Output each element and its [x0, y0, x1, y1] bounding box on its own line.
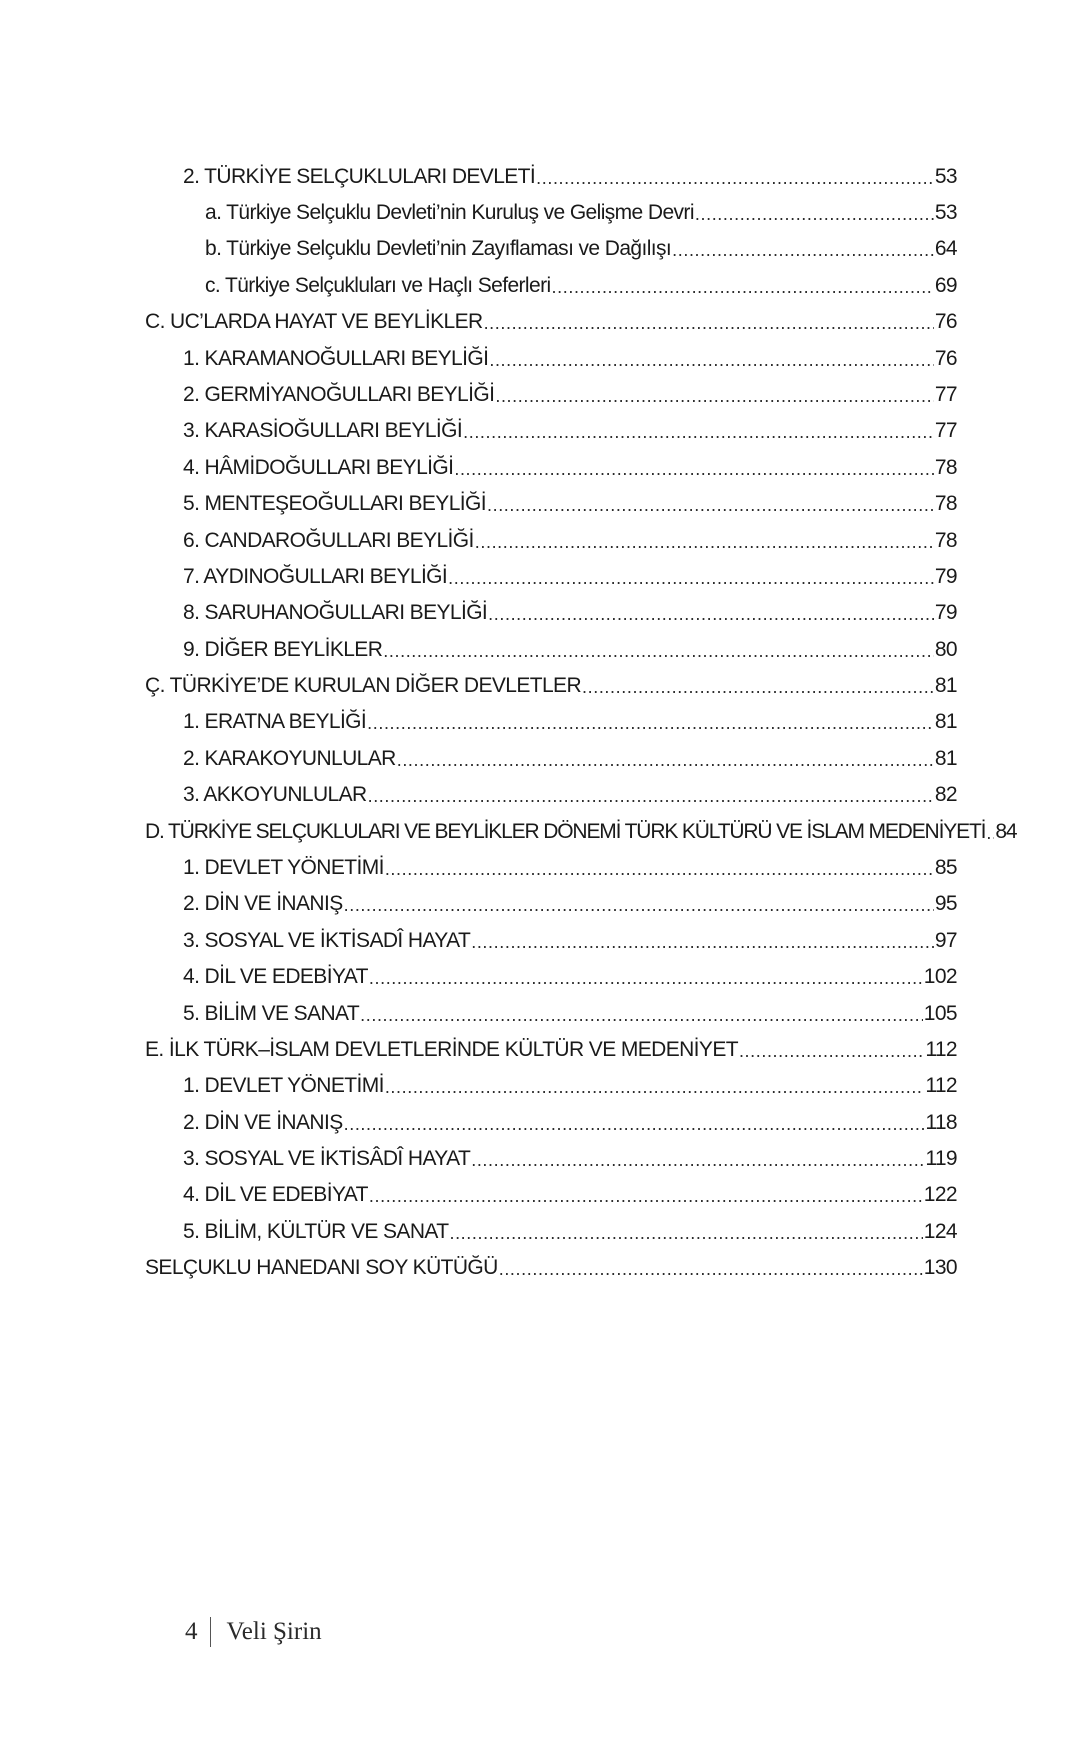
dot-leader [739, 1041, 924, 1062]
toc-entry-page: 82 [934, 783, 957, 806]
toc-entry-label: 3. KARASİOĞULLARI BEYLİĞİ [183, 419, 463, 442]
toc-entry-page: 78 [934, 529, 957, 552]
toc-entry-label: 3. SOSYAL VE İKTİSADÎ HAYAT [183, 929, 471, 952]
toc-entry-page: 84 [995, 820, 1017, 843]
toc-entry [183, 519, 957, 553]
toc-entry-label: 8. SARUHANOĞULLARI BEYLİĞİ [183, 601, 488, 624]
toc-entry-page: 77 [934, 383, 957, 406]
toc-entry-page: 112 [925, 1038, 957, 1061]
toc-entry-label: 1. KARAMANOĞULLARI BEYLİĞİ [183, 347, 489, 370]
toc-entry-page: 102 [923, 965, 957, 988]
toc-entry-label: a. Türkiye Selçuklu Devleti’nin Kuruluş ve Gelişme Devri [205, 201, 694, 224]
toc-entry-page: 118 [925, 1111, 957, 1134]
toc-entry [183, 482, 957, 516]
dot-leader [552, 277, 934, 298]
dot-leader [368, 786, 934, 807]
toc-entry-page: 53 [934, 201, 957, 224]
toc-entry-page: 78 [934, 456, 957, 479]
page-footer [185, 1612, 322, 1652]
toc-entry-page: 64 [934, 237, 957, 260]
toc-entry-label: 2. GERMİYANOĞULLARI BEYLİĞİ [183, 383, 495, 406]
page-number: 4 [185, 1618, 198, 1645]
dot-leader [986, 823, 994, 844]
toc-entry-page: 79 [934, 565, 957, 588]
toc-entry-page: 85 [934, 856, 957, 879]
dot-leader [344, 1114, 925, 1135]
toc-entry-label: b. Türkiye Selçuklu Devleti’nin Zayıflaması ve Dağılışı [205, 237, 672, 260]
toc-entry [183, 591, 957, 625]
toc-entry-page: 79 [934, 601, 957, 624]
toc-entry [183, 1064, 957, 1098]
toc-entry [205, 264, 957, 298]
toc-entry [205, 191, 957, 225]
toc-entry-page: 69 [934, 274, 957, 297]
dot-leader [536, 168, 934, 189]
toc-entry-page: 78 [934, 492, 957, 515]
dot-leader [344, 895, 934, 916]
toc-entry [183, 1137, 957, 1171]
dot-leader [499, 1259, 923, 1280]
toc-entry-label: 4. HÂMİDOĞULLARI BEYLİĞİ [183, 456, 454, 479]
toc-entry [183, 1101, 957, 1135]
dot-leader [385, 1077, 924, 1098]
toc-entry-page: 77 [934, 419, 957, 442]
toc-entry-label: 4. DİL VE EDEBİYAT [183, 965, 368, 988]
toc-entry [183, 446, 957, 480]
toc-entry [183, 955, 957, 989]
dot-leader [489, 350, 933, 371]
toc-entry [183, 737, 957, 771]
toc-entry [183, 919, 957, 953]
footer-divider [210, 1617, 211, 1647]
dot-leader [383, 641, 934, 662]
toc-entry [183, 155, 957, 189]
dot-leader [454, 459, 933, 480]
toc-entry [183, 628, 957, 662]
toc-entry-label: 1. DEVLET YÖNETİMİ [183, 856, 384, 879]
toc-entry-page: 122 [923, 1183, 957, 1206]
toc-entry [183, 700, 957, 734]
dot-leader [367, 713, 934, 734]
toc-entry [183, 373, 957, 407]
toc-entry-page: 105 [923, 1002, 957, 1025]
toc-entry [183, 1173, 957, 1207]
toc-entry [205, 227, 957, 261]
dot-leader [448, 568, 934, 589]
dot-leader [495, 386, 933, 407]
toc-entry-page: 81 [934, 747, 957, 770]
toc-entry-page: 119 [925, 1147, 957, 1170]
toc-entry-label: 2. DİN VE İNANIŞ [183, 1111, 343, 1134]
toc-entry-label: 7. AYDINOĞULLARI BEYLİĞİ [183, 565, 448, 588]
dot-leader [471, 932, 934, 953]
toc-entry-label: Ç. TÜRKİYE’DE KURULAN DİĞER DEVLETLER [145, 674, 582, 697]
toc-entry [183, 846, 957, 880]
dot-leader [695, 204, 934, 225]
toc-entry [183, 882, 957, 916]
toc-entry-label: c. Türkiye Selçukluları ve Haçlı Seferleri [205, 274, 551, 297]
dot-leader [487, 495, 934, 516]
toc-entry-page: 80 [934, 638, 957, 661]
toc-entry-label: 1. ERATNA BEYLİĞİ [183, 710, 367, 733]
dot-leader [582, 677, 934, 698]
toc-entry-page: 95 [934, 892, 957, 915]
toc-entry-label: 4. DİL VE EDEBİYAT [183, 1183, 368, 1206]
toc-entry-label: 5. MENTEŞEOĞULLARI BEYLİĞİ [183, 492, 486, 515]
toc-entry-label: 2. KARAKOYUNLULAR [183, 747, 396, 770]
toc-entry-label: 1. DEVLET YÖNETİMİ [183, 1074, 384, 1097]
author-name: Veli Şirin [226, 1618, 322, 1645]
toc-entry-label: 9. DİĞER BEYLİKLER [183, 638, 383, 661]
toc-entry [183, 773, 957, 807]
toc-entry [183, 555, 957, 589]
dot-leader [463, 422, 934, 443]
toc-entry [183, 337, 957, 371]
dot-leader [488, 604, 934, 625]
toc-entry-label: C. UC’LARDA HAYAT VE BEYLİKLER [145, 310, 483, 333]
toc-entry-label: 3. SOSYAL VE İKTİSÂDÎ HAYAT [183, 1147, 471, 1170]
toc-entry [145, 300, 957, 334]
dot-leader [360, 1005, 923, 1026]
toc-entry [183, 409, 957, 443]
toc-entry-page: 81 [934, 674, 957, 697]
toc-entry [145, 1028, 957, 1062]
toc-entry [183, 992, 957, 1026]
toc-entry-page: 130 [923, 1256, 957, 1279]
dot-leader [397, 750, 934, 771]
toc-entry-page: 76 [934, 347, 957, 370]
toc-entry-label: D. TÜRKİYE SELÇUKLULARI VE BEYLİKLER DÖNEMİ TÜRK KÜLTÜRÜ VE İSLAM MEDENİYETİ [145, 820, 986, 843]
toc-entry-label: E. İLK TÜRK–İSLAM DEVLETLERİNDE KÜLTÜR VE MEDENİYET [145, 1038, 738, 1061]
toc-entry-label: 5. BİLİM, KÜLTÜR VE SANAT [183, 1220, 449, 1243]
dot-leader [385, 859, 934, 880]
dot-leader [475, 532, 934, 553]
toc-entry-page: 81 [934, 710, 957, 733]
toc-entry-label: SELÇUKLU HANEDANI SOY KÜTÜĞÜ [145, 1256, 498, 1279]
dot-leader [369, 968, 923, 989]
toc-entry [145, 810, 1017, 844]
toc-entry-label: 6. CANDAROĞULLARI BEYLİĞİ [183, 529, 474, 552]
toc-entry-page: 112 [925, 1074, 957, 1097]
dot-leader [484, 313, 934, 334]
toc-entry-label: 3. AKKOYUNLULAR [183, 783, 367, 806]
toc-entry [145, 1246, 957, 1280]
toc-entry-label: 2. DİN VE İNANIŞ [183, 892, 343, 915]
toc-entry-page: 97 [934, 929, 957, 952]
toc-entry-page: 53 [934, 165, 957, 188]
dot-leader [672, 240, 934, 261]
dot-leader [471, 1150, 924, 1171]
toc-entry [145, 664, 957, 698]
dot-leader [449, 1223, 922, 1244]
toc-entry-page: 124 [923, 1220, 957, 1243]
toc-entry-label: 2. TÜRKİYE SELÇUKLULARI DEVLETİ [183, 165, 536, 188]
dot-leader [369, 1186, 923, 1207]
toc-entry-label: 5. BİLİM VE SANAT [183, 1002, 360, 1025]
toc-entry-page: 76 [934, 310, 957, 333]
toc-entry [183, 1210, 957, 1244]
